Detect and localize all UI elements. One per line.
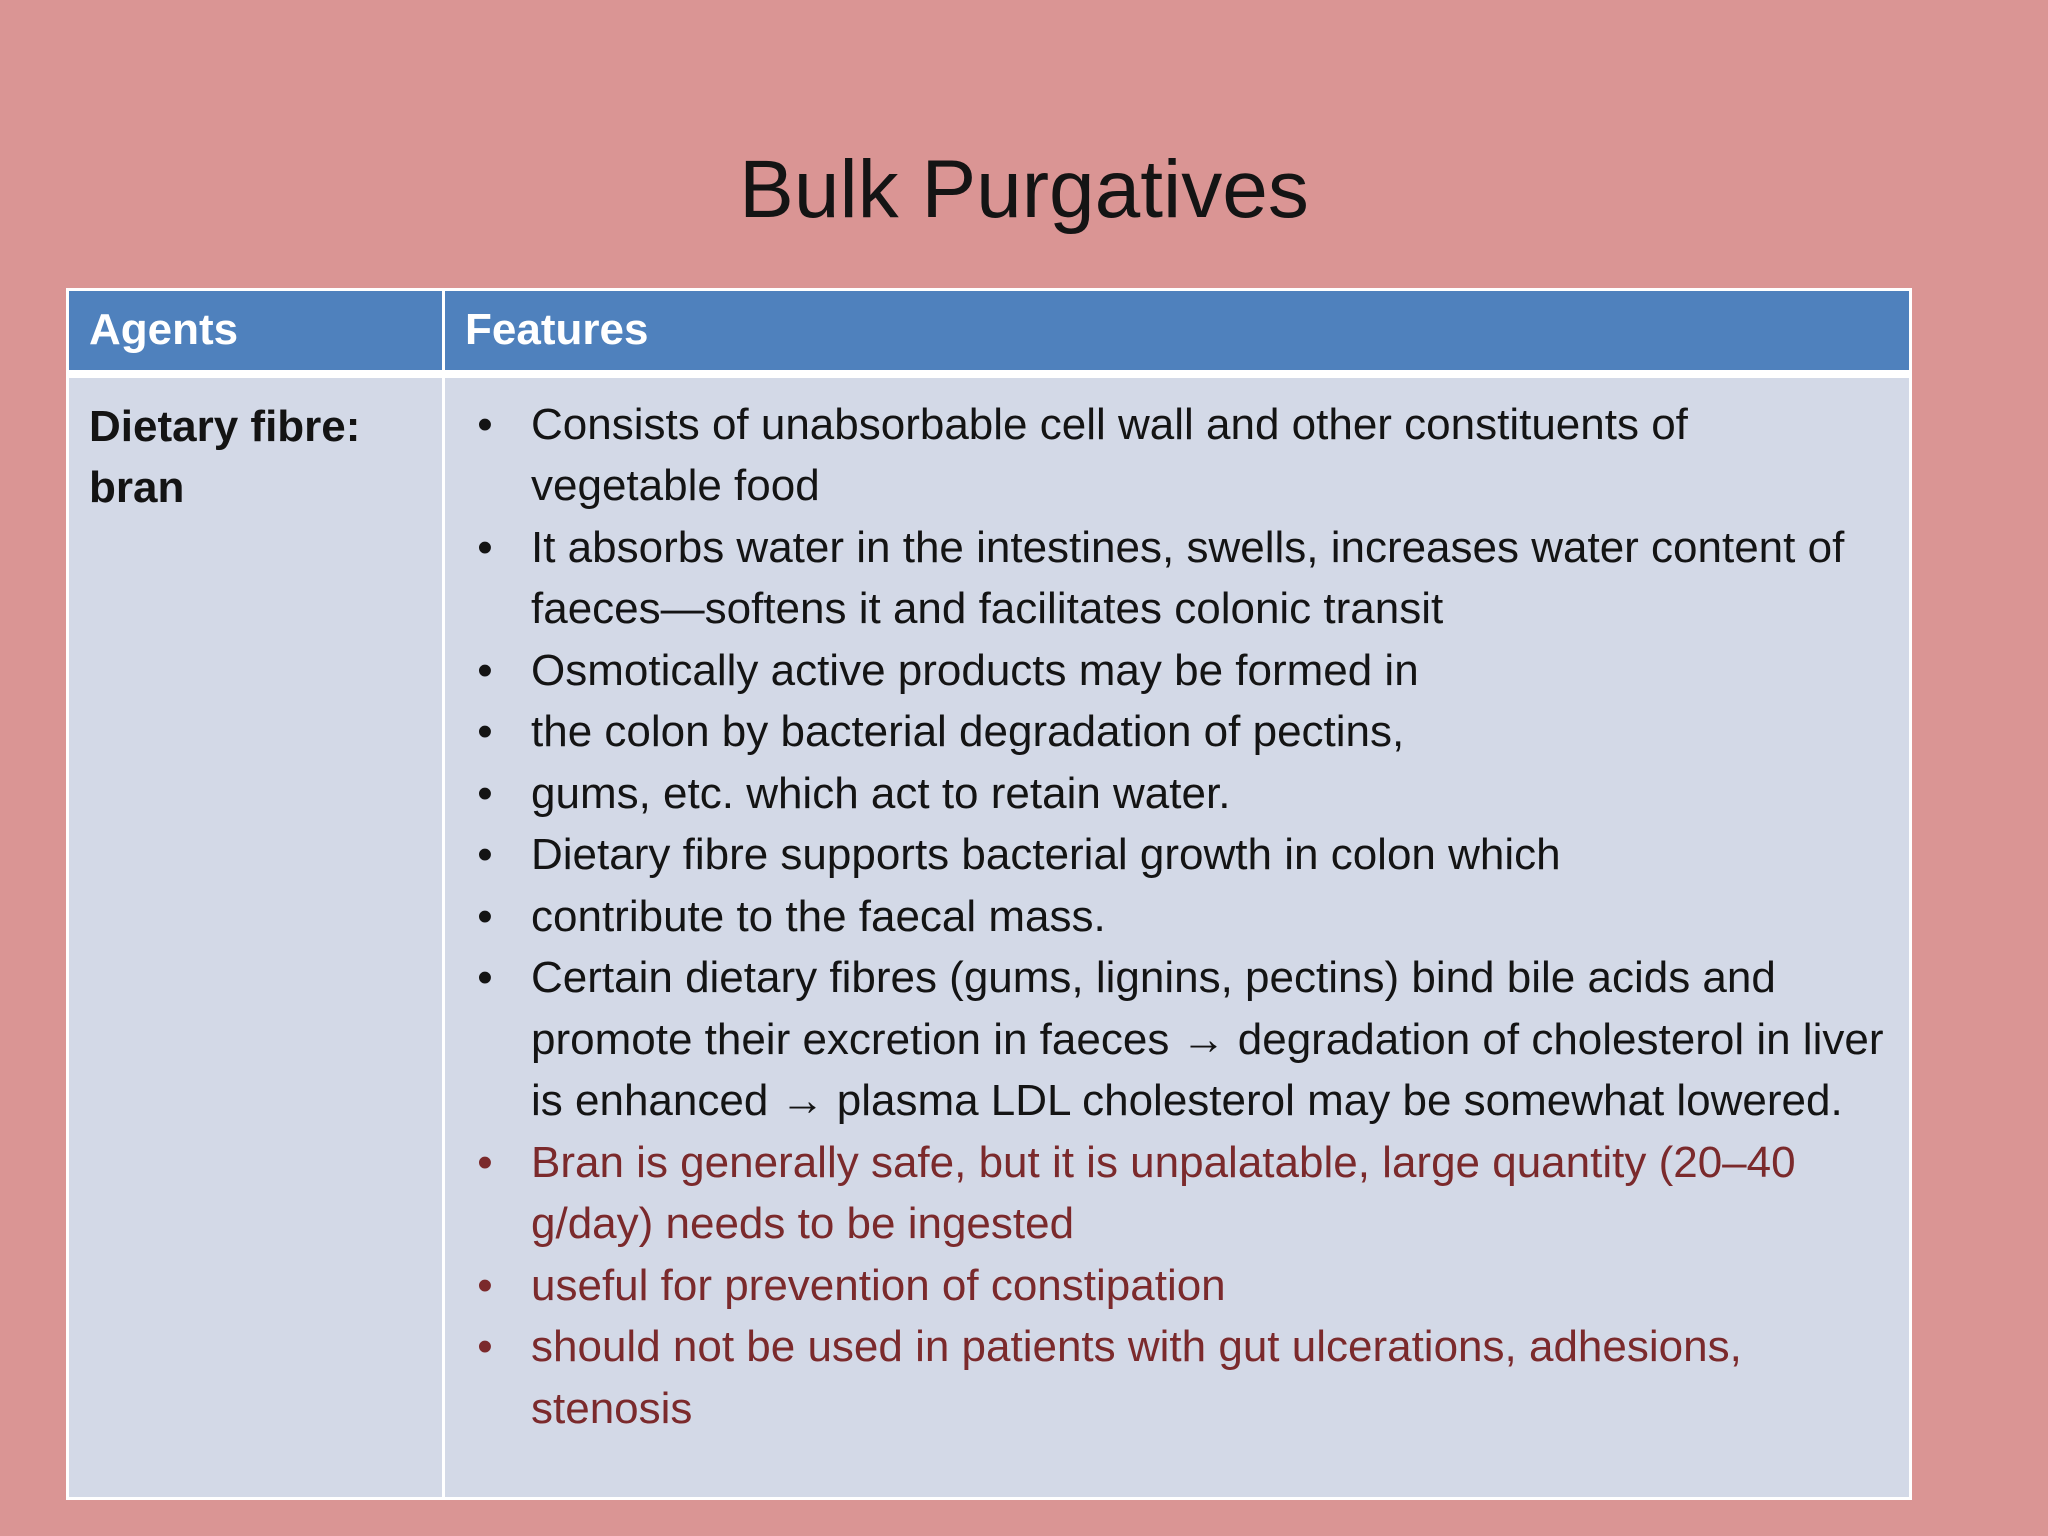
feature-text: Certain dietary fibres (gums, lignins, pectins) bind bile acids and promote their excretion in faeces → degradation of cholesterol in liver is enhanced → plasma LDL cholesterol may be somewhat lowered. <box>531 953 1884 1125</box>
feature-item <box>465 640 1885 702</box>
agent-name-line: Dietary fibre: <box>89 401 361 451</box>
slide-title: Bulk Purgatives <box>739 144 1309 235</box>
bullet-icon: • <box>477 891 493 941</box>
feature-text: Consists of unabsorbable cell wall and other constituents of vegetable food <box>531 399 1688 510</box>
table-header-row <box>68 290 1911 374</box>
feature-text: Osmotically active products may be formed in <box>531 645 1419 695</box>
feature-item <box>465 701 1885 763</box>
bullet-icon: • <box>477 830 493 879</box>
bullet-icon: • <box>477 953 493 1002</box>
feature-item <box>465 394 1885 517</box>
bullet-icon: • <box>477 1260 493 1310</box>
feature-text: contribute to the faecal mass. <box>531 891 1106 941</box>
feature-item <box>465 763 1885 825</box>
features-cell <box>444 374 1911 1499</box>
agent-cell <box>68 374 444 1499</box>
header-features: Features <box>444 290 1911 374</box>
feature-text: useful for prevention of constipation <box>531 1260 1226 1310</box>
feature-list <box>465 394 1885 1440</box>
feature-item <box>465 1316 1885 1439</box>
feature-item <box>465 1132 1885 1255</box>
feature-item <box>465 1255 1885 1317</box>
bullet-icon: • <box>477 1322 493 1371</box>
feature-text: It absorbs water in the intestines, swells, increases water content of faeces—softens it and facilitates colonic transit <box>531 522 1845 633</box>
bullet-icon: • <box>477 1137 493 1187</box>
feature-text: the colon by bacterial degradation of pectins, <box>531 707 1405 756</box>
bullet-icon: • <box>477 768 493 818</box>
bullet-icon: • <box>477 399 493 449</box>
bullet-icon: • <box>477 522 493 572</box>
feature-item <box>465 517 1885 640</box>
feature-text: gums, etc. which act to retain water. <box>531 768 1231 818</box>
feature-item <box>465 824 1885 886</box>
bullet-icon: • <box>477 707 493 756</box>
agent-name-line: bran <box>89 462 185 512</box>
feature-item <box>465 947 1885 1132</box>
header-agents: Agents <box>68 290 444 374</box>
table-row <box>68 374 1911 1499</box>
feature-text: Dietary fibre supports bacterial growth in colon which <box>531 830 1561 879</box>
bullet-icon: • <box>477 645 493 695</box>
feature-text: Bran is generally safe, but it is unpalatable, large quantity (20–40 g/day) needs to be ingested <box>531 1137 1796 1248</box>
feature-text: should not be used in patients with gut ulcerations, adhesions, stenosis <box>531 1322 1742 1433</box>
feature-item <box>465 886 1885 948</box>
features-table <box>66 288 1912 1500</box>
